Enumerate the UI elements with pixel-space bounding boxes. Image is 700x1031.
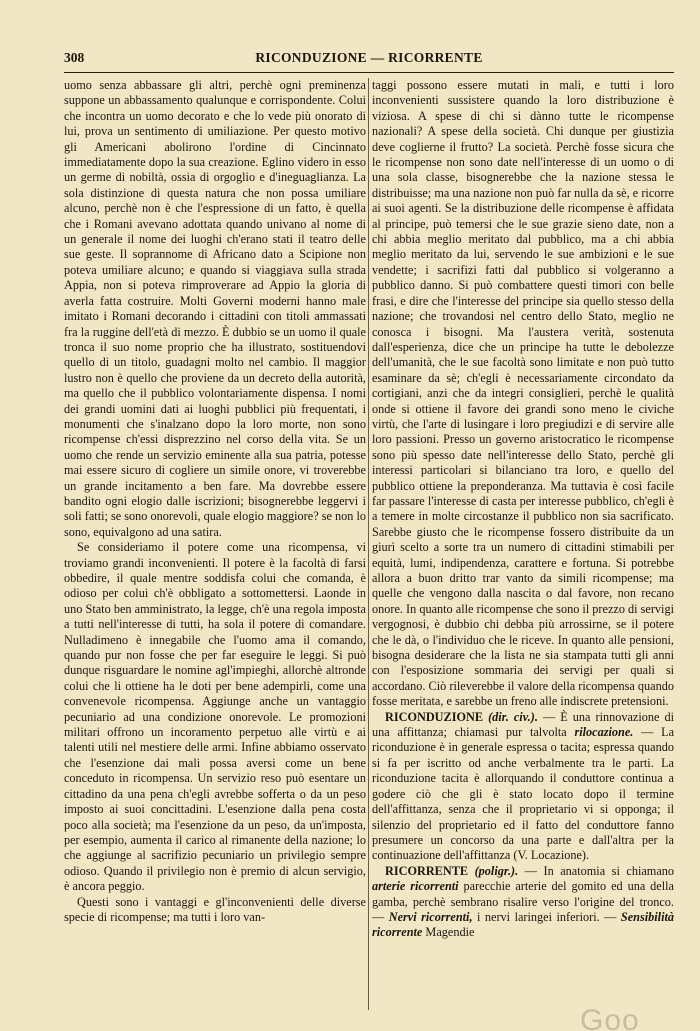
entry-term: RICORRENTE: [385, 863, 469, 878]
entry-italic: Nervi ricorrenti,: [388, 909, 473, 924]
left-column: [64, 78, 366, 925]
entry-tag: (poligr.).: [474, 863, 519, 878]
entry-italic: Sensibilità ricorrente: [372, 909, 675, 940]
entry-ricorrente: [372, 864, 674, 941]
paragraph: Questi sono i vantaggi e gl'inconvenienti delle diverse specie di ricompense; ma tutti i loro van-: [64, 894, 366, 924]
entry-text: parecchie arterie del gomito ed una della gamba, perchè sembrano risalire verso l'origine del tronco. —: [372, 879, 674, 924]
entry-riconduzione: [372, 710, 674, 864]
entry-italic: arterie ricorrenti: [372, 879, 459, 894]
paragraph: uomo senza abbassare gli altri, perchè ogni preminenza suppone un abbassamento qualunque e corrispondente. Colui che incontra un uomo decorato e che lo vede più onorato di lui, prova un sentimento di umiliazione. Per questo motivo gli Americani abolirono l'ordine di Cincinnato immediatamente dopo la sua creazione. Eglino videro in esso un germe di nobiltà, ossia di orgoglio e d'ineguaglianza. La sola distinzione di questa natura che non possa umiliare alcuno, perchè non è che l'espressione di un fatto, è quella che i Romani avevano adottata quando univano al nome di un generale il nome dei luoghi ch'erano stati il teatro delle sue geste. Il soprannome di Africano dato a Scipione non poteva umiliare alcuno; e quando si viaggiava sulla strada Appia, non si poteva rimproverare ad Appio la gloria di averla fatta costruire. Molti Governi moderni hanno male imitato i Romani decorando i cittadini con titoli ammassati fra la ruggine dell'età di mezzo. È dubbio se un uomo il quale tronca il suo nome proprio che ha illustrato, sostituendovi quello di un titolo, guadagni molto nel cambio. Il maggior lustro non è quello che proviene da un decreto della autorità, ma quello che il pubblico volontariamente dispensa. I nomi dei grandi uomini dati ai luoghi pubblici più frequentati, i monumenti che s'inalzano dopo la loro morte, non sono ricompense ch'essi disprezzino nel corso della vita. Se un uomo che rende un servizio eminente alla sua patria, potesse mai essere sicuro di cogliere un simile onore, vi troverebbe un grande incitamento a ben fare. Ma dovrebbe essere bandito ogni elogio dalle iscrizioni; bisognerebbe leggervi i soli fatti; se sono onorevoli, quale elogio maggiore? se non lo sono, equivalgono ad una satira.: [64, 78, 366, 539]
entry-tag: (dir. civ.).: [488, 709, 538, 724]
page-number: 308: [64, 50, 85, 65]
paragraph: Se consideriamo il potere come una ricompensa, vi troviamo grandi inconvenienti. Il potere è la facoltà di farsi obbedire, il quale mentre soddisfa colui che comanda, è odioso per colui ch'è obbligato a sottomettersi. Laonde in uno Stato ben amministrato, la legge, ch'è una regola imposta a tutti nell'interesse di tutti, ha sola il potere di comandare. Nulladimeno è innegabile che l'uomo ama il comando, quando pur non fosse che per far eseguire le leggi. Si può dunque risguardare le nomine agl'impieghi, allorchè altronde colui che li ottiene ha le doti per bene adempirli, come una convenevole ricompensa. Aggiunge anche un vantaggio pecuniario ad una condizione onorevole. Le promozioni militari offrono un incoramento perpetuo alle virtù e ai talenti utili nel mestiere delle armi. Infine abbiamo osservato che l'esenzione dai mali possa aversi come un bene conceduto in ricompensa. Un servizio reso può esentare un cittadino da una pena ch'egli avrebbe sofferta o da un peso imposto ai suoi concittadini. L'esenzione dalla pena costa poco alla società; ma l'esenzione da un peso, da un'imposta, per esempio, aumenta il carico al rimanente della nazione; lo che aggiunge al sacrifizio pecuniario un privilegio sempre odioso. Quando il privilegio non è premio di alcun servigio, è ancora peggio.: [64, 540, 366, 894]
entry-text: — In anatomia si chiamano: [518, 863, 675, 878]
running-head: RICONDUZIONE — RICORRENTE: [255, 50, 483, 65]
entry-term: RICONDUZIONE: [385, 709, 484, 724]
watermark: Goo: [580, 1004, 640, 1031]
entry-text: — La riconduzione è in generale espressa o tacita; espressa quando si fa per iscritto od anche verbalmente tra le parti. La riconduzione tacita è allorquando il conduttore continua a godere ciò che gli è stato locato dopo il termine dell'affittanza, senza che il proprietario vi si opponga; il silenzio del proprietario ed il fatto del conduttore fanno presumere un concorso da una parte e dall'altra per la continuazione dell'affittanza (V. Locazione).: [372, 725, 675, 863]
entry-text: Magendie: [422, 925, 475, 940]
entry-text: i nervi laringei inferiori. —: [472, 909, 621, 924]
entry-text: — È una rinnovazione di una affittanza; chiamasi pur talvolta: [372, 709, 675, 740]
right-column: [372, 78, 674, 941]
paragraph: taggi possono essere mutati in mali, e tutti i loro inconvenienti sussistere quando la loro distribuzione è viziosa. A spese di chi si dànno tutte le ricompense nazionali? A spese della società. Chi dunque per giustizia deve coglierne il frutto? La società. Perchè fosse sicura che le ricompense non sono date nell'interesse di un uomo o di una sola classe, bisognerebbe che la nazione stessa le distribuisse; ma una nazione non può far nulla da sè, e ricorre ai suoi agenti. Se la distribuzione delle ricompense è affidata al principe, può temersi che le sue grazie sieno date, non a chi abbia meglio meritato dal pubblico, ma a chi abbia meglio meritato da lui, servendo le sue ambizioni e le sue vendette; i sacrifizi fatti dal pubblico si volgeranno a pubblico danno. Si può combattere questi timori con belle frasi, e dire che l'interesse del principe sia quello stesso della nazione; che trovandosi nel centro dello Stato, meglio ne conosca i bisogni. Ma l'austera verità, sostenuta dall'esperienza, dice che un principe ha tutte le debolezze dell'umanità, che le sue facoltà sono limitate e non può tutto esaminare da sè; ch'egli è necessariamente circondato da cortigiani, anzi che da integri consiglieri, perchè le qualità onde si ottiene il favore dei grandi sono meno le civiche virtù, che l'arte di lusingare i loro pregiudizi e di servire alle loro passioni. Presso un governo aristocratico le ricompense sono più spesso date nell'interesse dello Stato, perchè gli interessi particolari si bilanciano tra loro, e quello del pubblico ottiene la preponderanza. Ma tuttavia è così facile far passare l'interesse di casta per interesse pubblico, ch'egli è a temere in molte circostanze il pubblico non sia sacrificato. Sarebbe giusto che le ricompense fossero distribuite da un giurì scelto a sorte tra un numero di cittadini stimabili per equità, lumi, indipendenza, carattere e fortuna. Si potrebbe allora a buon dritto trar vanto da simili ricompense; ma quelle che vengono dalla nascita o dal favore, non recano onore. In quanto alle ricompense che sono il prezzo di servigi vergognosi, è dubbio chi debba più arrossirne, se il potere che le dà, o l'individuo che le riceve. In quanto alle pensioni, bisogna desiderare che la lista ne sia stampata tutti gli anni con l'esposizione sommaria dei servigi per quali si accordano. Ciò rileverebbe il valore della ricompensa quando fosse meritata, e sarebbe un freno alle indiscrete pretensioni.: [372, 78, 674, 709]
entry-italic: rilocazione.: [574, 725, 634, 740]
column-divider: [368, 78, 369, 1010]
page-header: [64, 50, 674, 70]
header-rule: [64, 72, 674, 73]
